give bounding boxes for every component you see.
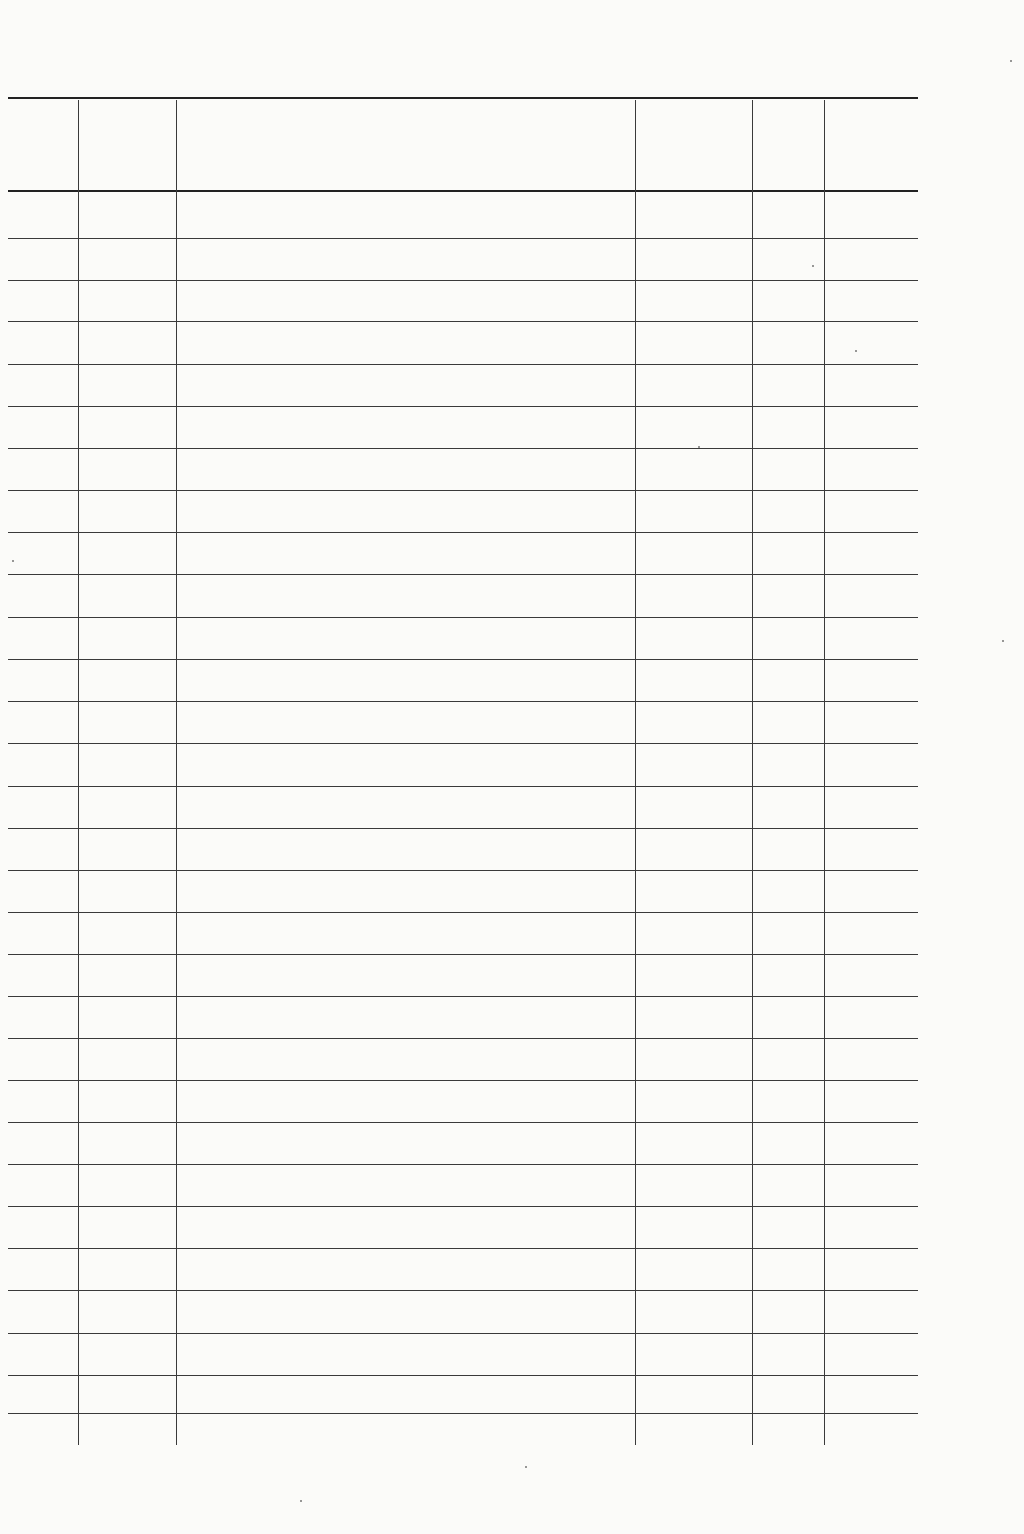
scan-speck: [698, 446, 700, 448]
ruled-line: [8, 448, 918, 449]
scan-speck: [12, 560, 14, 562]
ruled-line: [8, 828, 918, 829]
ruled-line: [8, 1333, 918, 1334]
column-rule: [635, 100, 636, 1445]
ruled-line: [8, 532, 918, 533]
ruled-line: [8, 996, 918, 997]
ruled-line: [8, 870, 918, 871]
ruled-line: [8, 406, 918, 407]
ruled-line: [8, 1122, 918, 1123]
ruled-line: [8, 238, 918, 239]
ruled-line: [8, 490, 918, 491]
scan-speck: [525, 1466, 527, 1468]
ruled-line: [8, 1413, 918, 1414]
ruled-line: [8, 1164, 918, 1165]
scan-speck: [1010, 60, 1012, 62]
ruled-line: [8, 1080, 918, 1081]
ruled-line: [8, 364, 918, 365]
column-rule: [824, 100, 825, 1445]
scan-speck: [300, 1500, 302, 1502]
scan-speck: [812, 265, 814, 267]
column-rule: [78, 100, 79, 1445]
ruled-line: [8, 1290, 918, 1291]
ruled-line: [8, 912, 918, 913]
ruled-line: [8, 659, 918, 660]
ruled-line: [8, 1038, 918, 1039]
header-bottom-rule: [8, 190, 918, 192]
ruled-line: [8, 1375, 918, 1376]
scan-speck: [1002, 640, 1004, 642]
ruled-line: [8, 1248, 918, 1249]
header-top-rule: [8, 97, 918, 99]
ruled-line: [8, 574, 918, 575]
column-rule: [752, 100, 753, 1445]
ruled-line: [8, 617, 918, 618]
ruled-line: [8, 743, 918, 744]
ruled-line: [8, 786, 918, 787]
ruled-line: [8, 954, 918, 955]
scan-speck: [855, 350, 857, 352]
ruled-line: [8, 1206, 918, 1207]
ruled-line: [8, 701, 918, 702]
ruled-line: [8, 321, 918, 322]
column-rule: [176, 100, 177, 1445]
ruled-line: [8, 280, 918, 281]
